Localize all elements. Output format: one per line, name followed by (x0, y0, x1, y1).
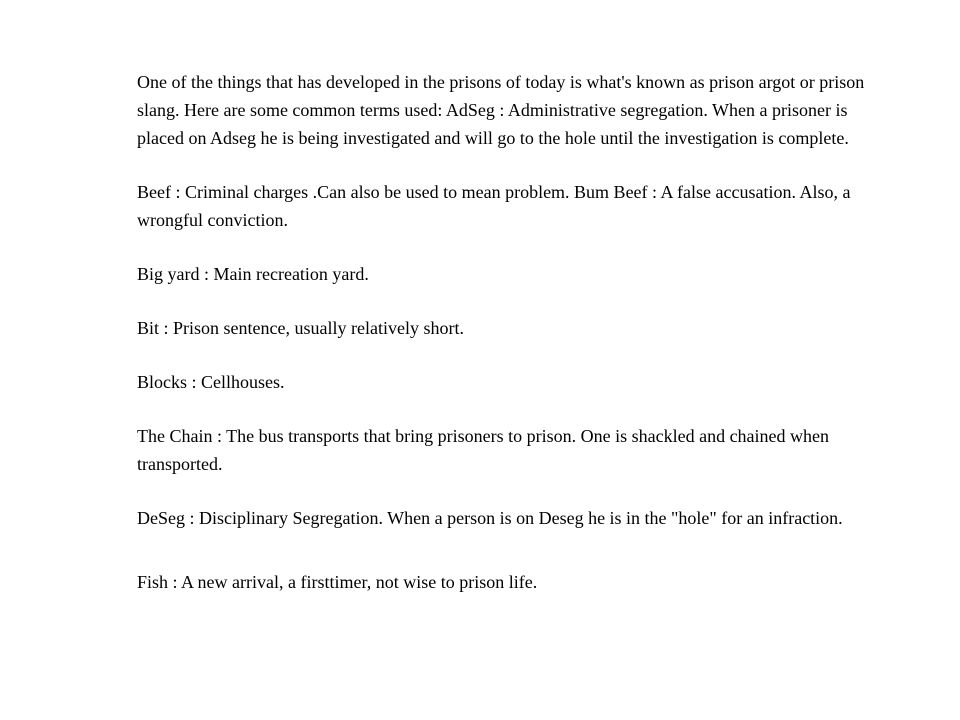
paragraph-fish: Fish : A new arrival, a firsttimer, not wise to prison life. (137, 572, 538, 592)
paragraph-blocks: Blocks : Cellhouses. (137, 372, 285, 392)
paragraph-deseg: DeSeg : Disciplinary Segregation. When a person is on Deseg he is in the "hole" for an infraction. (137, 508, 843, 528)
paragraph-the-chain: The Chain : The bus transports that bring prisoners to prison. One is shackled and chained when transported. (137, 426, 830, 474)
paragraph-bit: Bit : Prison sentence, usually relatively short. (137, 318, 464, 338)
slide-body-text (137, 68, 897, 622)
paragraph-intro-adseg: One of the things that has developed in the prisons of today is what's known as prison argot or prison slang. Here are some common terms used: AdSeg : Administrative segregation. When a prisoner is placed on Adseg he is being investigated and will go to the hole until the investigation is complete. (137, 72, 865, 148)
paragraph-beef: Beef : Criminal charges .Can also be used to mean problem. Bum Beef : A false accusation. Also, a wrongful conviction. (137, 182, 851, 230)
paragraph-big-yard: Big yard : Main recreation yard. (137, 264, 369, 284)
